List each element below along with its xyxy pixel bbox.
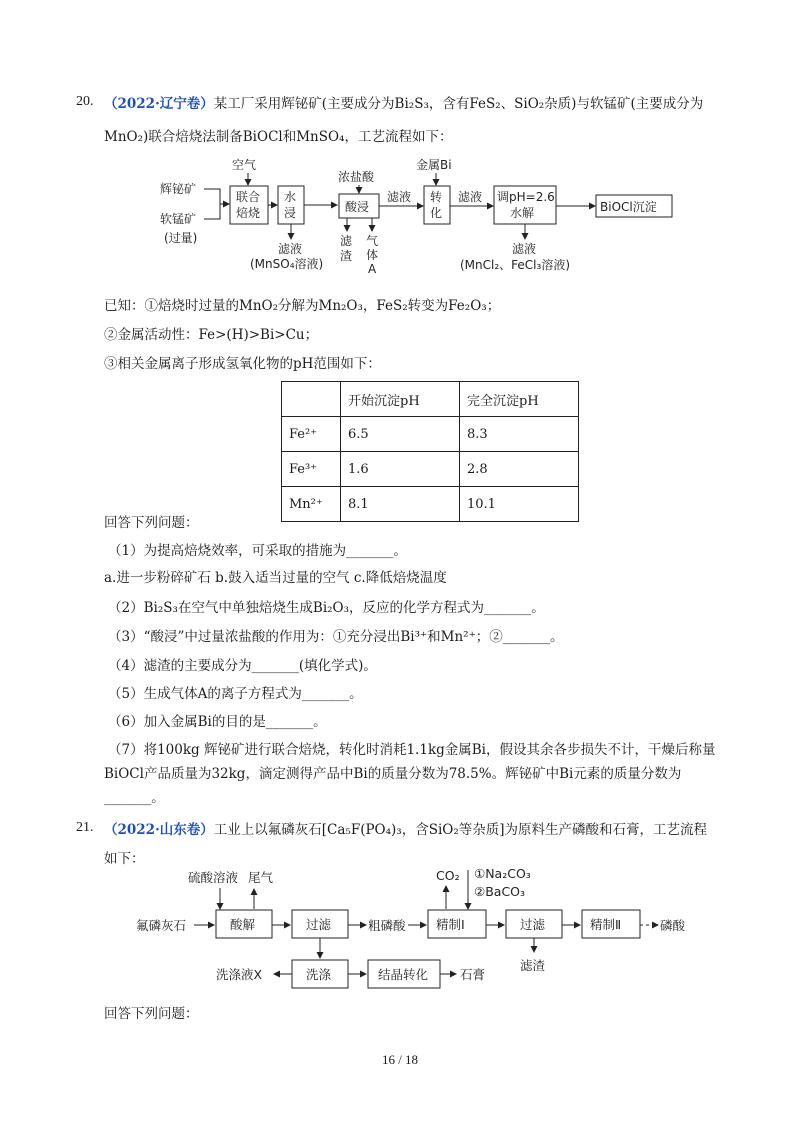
box-acid-text: 酸浸	[345, 200, 370, 214]
flowchart-q20	[140, 155, 700, 280]
flow-raw: 氟磷灰石	[136, 918, 187, 933]
box-wash-text: 洗涤	[306, 967, 332, 982]
table-cell: 6.5	[341, 417, 460, 452]
flow-wash-liquid: 洗涤液X	[216, 967, 263, 982]
box-hydro-text2: 水解	[510, 206, 535, 220]
table-cell: 8.3	[460, 417, 579, 452]
known-2: ②金属活动性：Fe>(H)>Bi>Cu；	[104, 327, 319, 343]
sub-question-1-options: a.进一步粉碎矿石 b.鼓入适当过量的空气 c.降低焙烧温度	[104, 570, 447, 586]
flow-filtrate4-note: (MnCl₂、FeCl₃溶液)	[460, 258, 570, 272]
flow-tail-gas: 尾气	[248, 870, 274, 885]
flow-air: 空气	[232, 158, 257, 172]
flow-gas2: 体	[366, 248, 379, 262]
flow-bi-metal: 金属Bi	[416, 158, 452, 172]
sub-question-7: （7）将100kg 辉铋矿进行联合焙烧，转化时消耗1.1kg金属Bi，假设其余各步损失不计，干燥后称量	[108, 742, 716, 758]
sub-question-2: （2）Bi₂S₃在空气中单独焙烧生成Bi₂O₃，反应的化学方程式为_______。	[108, 600, 545, 616]
flowchart-q21	[130, 866, 690, 994]
flow-filtrate2: 滤液	[387, 190, 412, 204]
ph-table	[281, 381, 579, 522]
box-filter1-text: 过滤	[306, 917, 332, 932]
table-cell: 开始沉淀pH	[341, 382, 460, 417]
table-row	[282, 487, 579, 522]
table-cell: 10.1	[460, 487, 579, 522]
table-cell: 完全沉淀pH	[460, 382, 579, 417]
sub-question-6: （6）加入金属Bi的目的是_______。	[108, 714, 327, 730]
flow-ore2-note: (过量)	[164, 231, 198, 245]
box-acid-text: 酸解	[230, 917, 256, 932]
question-stem	[104, 820, 707, 840]
flow-gas1: 气	[366, 234, 379, 248]
table-header-row	[282, 382, 579, 417]
sub-question-5: （5）生成气体A的离子方程式为_______。	[108, 686, 363, 702]
table-row	[282, 417, 579, 452]
flow-filtrate1-note: (MnSO₄溶液)	[250, 257, 324, 271]
flow-filtrate1: 滤液	[278, 242, 303, 256]
flow-product: 磷酸	[660, 918, 686, 933]
box-water-text2: 浸	[284, 206, 297, 220]
flow-residue1: 滤	[340, 234, 353, 248]
table-cell: Fe²⁺	[282, 417, 341, 452]
question-number: 21.	[76, 820, 94, 835]
sub-question-7-line2: BiOCl产品质量为32kg，滴定测得产品中Bi的质量分数为78.5%。辉铋矿中Bi元素的质量分数为	[104, 766, 682, 782]
sub-question-7-line3: _______。	[104, 790, 165, 806]
answer-intro: 回答下列问题：	[104, 515, 199, 531]
sub-question-4: （4）滤渣的主要成分为_______(填化学式)。	[108, 658, 377, 674]
box-refine2-text: 精制Ⅱ	[590, 917, 622, 932]
flow-residue2: 渣	[340, 249, 353, 263]
flow-reagent1: ①Na₂CO₃	[474, 866, 531, 881]
flow-gas3: A	[368, 262, 377, 276]
box-filter2-text: 过滤	[520, 917, 546, 932]
answer-intro: 回答下列问题：	[104, 1006, 199, 1022]
flow-h2so4: 硫酸溶液	[188, 870, 239, 885]
stem-text: 工业上以氟磷灰石[Ca₅F(PO₄)₃，含SiO₂等杂质]为原料生产磷酸和石膏，工艺流程	[213, 822, 708, 838]
box-convert-text1: 转	[430, 190, 443, 204]
box-convert-text2: 化	[430, 206, 443, 220]
table-cell: 8.1	[341, 487, 460, 522]
box-hydro-text1: 调pH=2.6	[497, 190, 555, 204]
source-tag: （2022·山东卷）	[104, 822, 214, 838]
sub-question-1: （1）为提高焙烧效率，可采取的措施为_______。	[108, 543, 407, 559]
sub-question-3: （3）“酸浸”中过量浓盐酸的作用为：①充分浸出Bi³⁺和Mn²⁺；②_______。	[108, 629, 564, 645]
flow-hcl: 浓盐酸	[338, 170, 375, 184]
table-cell: 1.6	[341, 452, 460, 487]
known-3: ③相关金属离子形成氢氧化物的pH范围如下：	[104, 356, 381, 372]
box-product-text: BiOCl沉淀	[600, 200, 657, 214]
table-cell	[282, 382, 341, 417]
box-water-text1: 水	[284, 190, 297, 204]
flow-filtrate3: 滤液	[458, 190, 483, 204]
flow-residue: 滤渣	[520, 958, 546, 973]
question-stem	[104, 94, 703, 114]
flow-ore2: 软锰矿	[160, 212, 197, 226]
question-number: 20.	[76, 94, 94, 109]
stem-line-2: MnO₂)联合焙烧法制备BiOCl和MnSO₄，工艺流程如下：	[104, 129, 453, 145]
flow-crude: 粗磷酸	[368, 918, 406, 933]
stem-text: 某工厂采用辉铋矿(主要成分为Bi₂S₃，含有FeS₂、SiO₂杂质)与软锰矿(主要成分为	[213, 96, 704, 112]
table-cell: Fe³⁺	[282, 452, 341, 487]
stem-line-2: 如下：	[104, 851, 145, 867]
flow-gypsum: 石膏	[460, 967, 486, 982]
table-row	[282, 452, 579, 487]
box-roast-text1: 联合	[236, 190, 261, 204]
flow-co2: CO₂	[436, 868, 460, 883]
flow-reagent2: ②BaCO₃	[474, 884, 526, 899]
box-crystal-text: 结晶转化	[378, 967, 429, 982]
page-number: 16 / 18	[381, 1052, 419, 1067]
box-refine1-text: 精制Ⅰ	[436, 917, 465, 932]
flow-ore1: 辉铋矿	[160, 182, 197, 196]
known-1: 已知：①焙烧时过量的MnO₂分解为Mn₂O₃，FeS₂转变为Fe₂O₃；	[104, 298, 501, 314]
flow-filtrate4: 滤液	[512, 242, 537, 256]
table-cell: Mn²⁺	[282, 487, 341, 522]
box-roast-text2: 焙烧	[236, 206, 261, 220]
source-tag: （2022·辽宁卷）	[104, 96, 214, 112]
table-cell: 2.8	[460, 452, 579, 487]
